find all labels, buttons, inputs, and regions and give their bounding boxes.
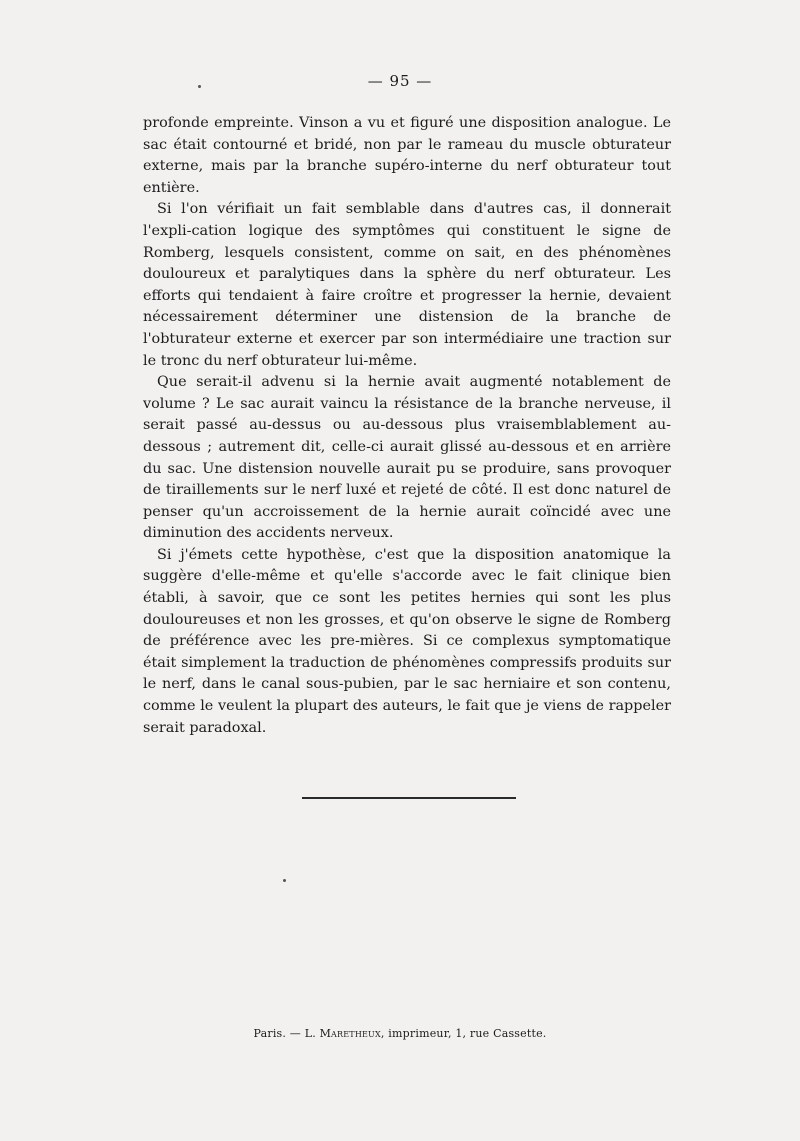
printer-colophon bbox=[0, 1027, 800, 1040]
page-number: — 95 — bbox=[367, 72, 433, 90]
stray-dot-mark bbox=[198, 85, 201, 88]
colophon-printer-name: Maretheux, bbox=[319, 1027, 385, 1040]
paragraph-4: Si j'émets cette hypothèse, c'est que la disposition anatomique la suggère d'elle-même et qu'elle s'accorde avec le fait clinique bien établi, à savoir, que ce sont les petites hernies qui sont les plus douloureuses et non les grosses, et qu'on observe le signe de Romberg de préférence avec les pre-mières. Si ce complexus symptomatique était simplement la traduction de phénomènes compressifs produits sur le nerf, dans le canal sous-pubien, par le sac herniaire et son contenu, comme le veulent la plupart des auteurs, le fait que je viens de rappeler serait paradoxal. bbox=[143, 546, 671, 736]
colophon-city: Paris. — bbox=[253, 1027, 301, 1040]
colophon-address: imprimeur, 1, rue Cassette. bbox=[388, 1027, 547, 1040]
colophon-printer-initial: L. bbox=[304, 1027, 316, 1040]
paragraph-2: Si l'on vérifiait un fait semblable dans d'autres cas, il donnerait l'expli-cation logique des symptômes qui constituent le signe de Romberg, lesquels consistent, comme on sait, en des phénomènes douloureux et paralytiques dans la sphère du nerf obturateur. Les efforts qui tendaient à faire croître et progresser la hernie, devaient nécessairement déterminer une distension de la branche de l'obturateur externe et exercer par son intermédiaire une traction sur le tronc du nerf obturateur lui-même. bbox=[143, 201, 671, 369]
paragraph-1: profonde empreinte. Vinson a vu et figuré une disposition analogue. Le sac était contourné et bridé, non par le rameau du muscle obturateur externe, mais par la branche supéro-interne du nerf obturateur tout entière. bbox=[143, 115, 671, 196]
paragraph-3: Que serait-il advenu si la hernie avait augmenté notablement de volume ? Le sac aurait vaincu la résistance de la branche nerveuse, il serait passé au-dessus ou au-dessous plus vraisemblablement au-dessous ; autrement dit, celle-ci aurait glissé au-dessous et en arrière du sac. Une distension nouvelle aurait pu se produire, sans provoquer de tiraillements sur le nerf luxé et rejeté de côté. Il est donc naturel de penser qu'un accroissement de la hernie aurait coïncidé avec une diminution des accidents nerveux. bbox=[143, 374, 671, 542]
stray-dot-mark bbox=[283, 879, 286, 882]
end-rule bbox=[302, 797, 516, 799]
body-text bbox=[143, 113, 671, 739]
